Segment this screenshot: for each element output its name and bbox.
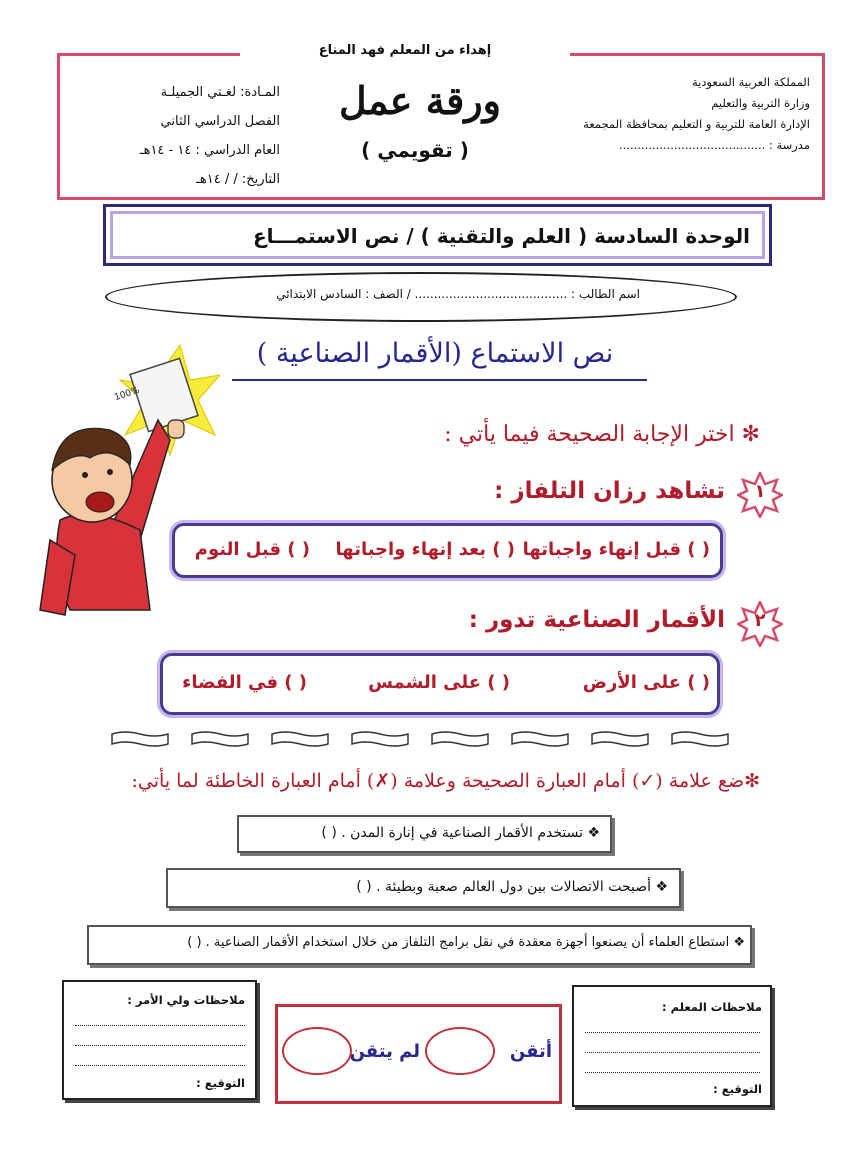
parent-notes-line[interactable]: [75, 1025, 245, 1026]
statement-3[interactable]: ❖ استطاع العلماء أن يصنعوا أجهزة معقدة في نقل برامج التلفاز من خلال استخدام الأقمار الصناعية . ( ): [187, 935, 745, 950]
flag-shape: [510, 730, 570, 748]
left-eye: [82, 472, 88, 478]
header-date: التاريخ: / / ١٤هـ: [196, 172, 280, 187]
flag-shape: [190, 730, 250, 748]
listening-text-title: نص الاستماع (الأقمار الصناعية ): [256, 338, 614, 369]
listening-title-underline: [232, 379, 647, 381]
parent-signature-label: التوقيع :: [196, 1076, 245, 1090]
statement-1[interactable]: ❖ تستخدم الأقمار الصناعية في إنارة المدن . ( ): [321, 825, 600, 841]
unit-title: الوحدة السادسة ( العلم والتقنية ) / نص الاستمـــاع: [252, 224, 750, 248]
worksheet-title: ورقة عمل: [339, 78, 501, 123]
header-country: المملكة العربية السعودية: [692, 75, 810, 89]
question-2-option-c[interactable]: ( ) في الفضاء: [182, 672, 307, 693]
flag-shape: [670, 730, 730, 748]
not-mastered-label: لم يتقن: [349, 1041, 420, 1062]
flag-shape: [430, 730, 490, 748]
header-directorate: الإدارة العامة للتربية و التعليم بمحافظة المجمعة: [583, 117, 810, 131]
question-2-option-a[interactable]: ( ) على الأرض: [582, 672, 710, 693]
question-1-number: ١: [754, 481, 766, 502]
header-ministry: وزارة التربية والتعليم: [711, 96, 810, 110]
question-1-option-a[interactable]: ( ) قبل إنهاء واجباتها: [522, 539, 710, 560]
not-mastered-oval[interactable]: [282, 1027, 352, 1075]
parent-notes-line[interactable]: [75, 1065, 245, 1066]
header-school: مدرسة : ........................................: [619, 138, 810, 152]
flag-shape: [590, 730, 650, 748]
question-2-number: ٢: [754, 610, 766, 631]
header-course-info: [70, 78, 280, 194]
parent-notes-title: ملاحظات ولي الأمر :: [127, 993, 245, 1007]
statement-2[interactable]: ❖ أصبحت الاتصالات بين دول العالم صعبة وبطيئة . ( ): [356, 879, 668, 895]
header-institution: [520, 72, 810, 156]
question-2-text: الأقمار الصناعية تدور :: [468, 607, 725, 633]
flag-shape: [110, 730, 170, 748]
flag-shape: [350, 730, 410, 748]
teacher-notes-line[interactable]: [585, 1032, 760, 1033]
boy-with-paper-illustration: [30, 340, 220, 630]
teacher-signature-label: التوقيع :: [713, 1082, 762, 1096]
mastered-oval[interactable]: [425, 1027, 495, 1075]
dedication-label: إهداء من المعلم فهد المناع: [240, 40, 570, 62]
instruction-true-false: ✻ضع علامة (✓) أمام العبارة الصحيحة وعلامة (✗) أمام العبارة الخاطئة لما يأتي:: [131, 770, 760, 792]
paper-score-text: 100%: [113, 385, 141, 404]
instruction-choose-answer: ✻ اختر الإجابة الصحيحة فيما يأتي :: [444, 422, 760, 447]
student-info-line: اسم الطالب : ........................................ / الصف : السادس الابتدائي: [276, 287, 640, 301]
question-1-text: تشاهد رزان التلفاز :: [494, 478, 725, 504]
header-subject: المـادة: لغـتي الجميلـة: [160, 85, 280, 100]
raised-hand: [168, 420, 184, 438]
question-1-option-b[interactable]: ( ) بعد إنهاء واجباتها: [335, 539, 515, 560]
mastered-label: أتقن: [509, 1041, 552, 1062]
flag-shape: [270, 730, 330, 748]
open-mouth: [86, 492, 114, 512]
right-eye: [107, 469, 113, 475]
worksheet-subtitle: ( تقويمي ): [361, 138, 469, 162]
teacher-notes-line[interactable]: [585, 1052, 760, 1053]
teacher-notes-title: ملاحظات المعلم :: [662, 1000, 762, 1014]
header-semester: الفصل الدراسي الثاني: [160, 114, 280, 129]
question-1-option-c[interactable]: ( ) قبل النوم: [194, 539, 310, 560]
header-year: العام الدراسي : ١٤ - ١٤هـ: [139, 143, 280, 158]
parent-notes-line[interactable]: [75, 1045, 245, 1046]
question-2-option-b[interactable]: ( ) على الشمس: [368, 672, 510, 693]
teacher-notes-line[interactable]: [585, 1072, 760, 1073]
